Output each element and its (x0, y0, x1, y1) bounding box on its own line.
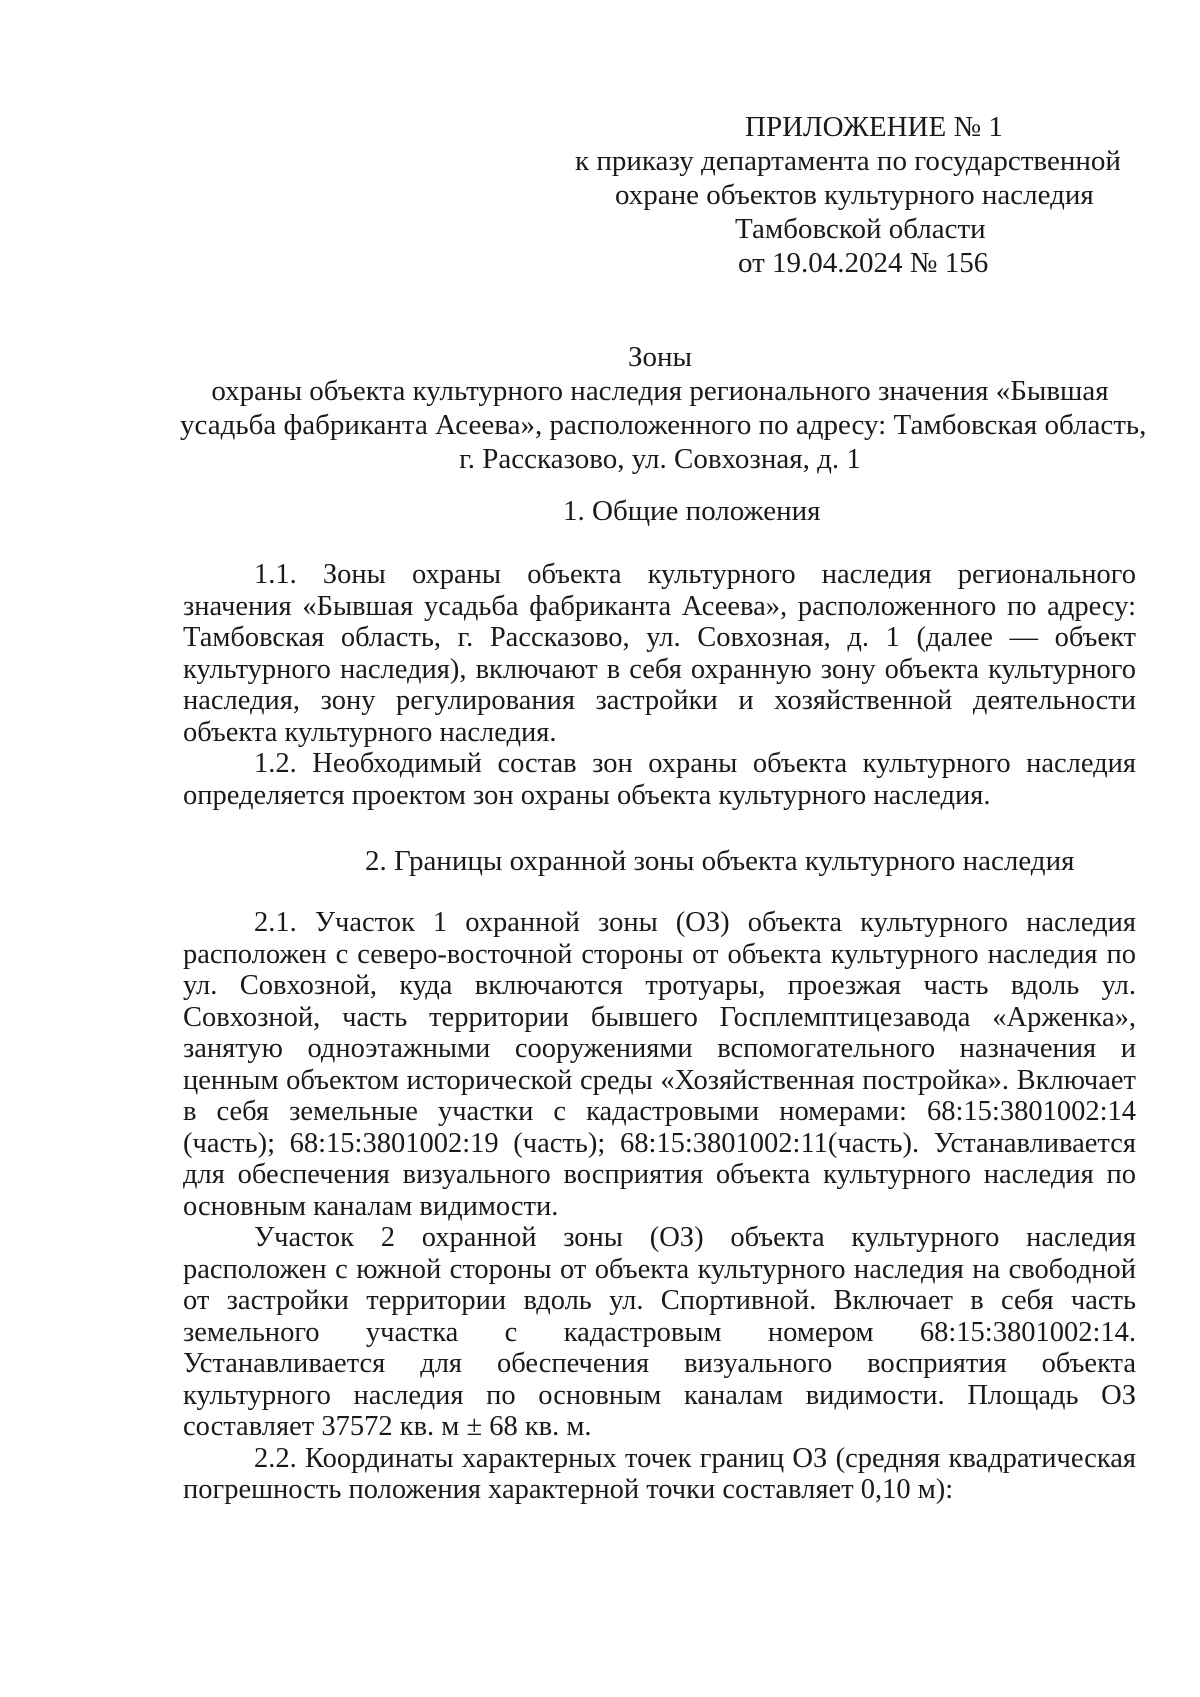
paragraph-2-1-plot-2: Участок 2 охранной зоны (ОЗ) объекта культурного наследия расположен с южной стороны от объекта культурного наследия на свободной от застройки территории вдоль ул. Спортивной. Включает в себя часть земельного участка с кадастровым номером 68:15:3801002:14. Устанавливается для обеспечения визуального восприятия объекта культурного наследия по основным каналам видимости. Площадь ОЗ составляет 37572 кв. м ± 68 кв. м. (183, 1222, 1136, 1442)
appendix-line: Тамбовской области (735, 213, 986, 245)
title-line: охраны объекта культурного наследия регионального значения «Бывшая (211, 375, 1109, 407)
appendix-header (575, 110, 1135, 280)
document-title (180, 340, 1147, 476)
appendix-date-number: от 19.04.2024 № 156 (738, 247, 989, 279)
section-2-heading: 2. Границы охранной зоны объекта культурного наследия (365, 845, 1075, 877)
section-2-body (183, 907, 1136, 1506)
section-1-body (183, 559, 1136, 811)
title-line: Зоны (627, 341, 693, 373)
title-line: усадьба фабриканта Асеева», расположенного по адресу: Тамбовская область, (180, 409, 1147, 441)
appendix-line: охране объектов культурного наследия (615, 179, 1094, 211)
title-line: г. Рассказово, ул. Совхозная, д. 1 (459, 443, 861, 475)
paragraph-2-1: 2.1. Участок 1 охранной зоны (ОЗ) объекта культурного наследия расположен с северо-восточной стороны от объекта культурного наследия по ул. Совхозной, куда включаются тротуары, проезжая часть вдоль ул. Совхозной, часть территории бывшего Госплемптицезавода «Арженка», занятую одноэтажными сооружениями вспомогательного назначения и ценным объектом исторической среды «Хозяйственная постройка». Включает в себя земельные участки с кадастровыми номерами: 68:15:3801002:14 (часть); 68:15:3801002:19 (часть); 68:15:3801002:11(часть). Устанавливается для обеспечения визуального восприятия объекта культурного наследия по основным каналам видимости. (183, 907, 1136, 1222)
section-1-heading: 1. Общие положения (563, 495, 821, 527)
appendix-line: к приказу департамента по государственной (575, 145, 1121, 177)
paragraph-2-2: 2.2. Координаты характерных точек границ ОЗ (средняя квадратическая погрешность положения характерной точки составляет 0,10 м): (183, 1442, 1136, 1505)
paragraph-1-1: 1.1. Зоны охраны объекта культурного наследия регионального значения «Бывшая усадьба фабриканта Асеева», расположенного по адресу: Тамбовская область, г. Рассказово, ул. Совхозная, д. 1 (далее — объект культурного наследия), включают в себя охранную зону объекта культурного наследия, зону регулирования застройки и хозяйственной деятельности объекта культурного наследия. (183, 559, 1136, 748)
paragraph-1-2: 1.2. Необходимый состав зон охраны объекта культурного наследия определяется проектом зон охраны объекта культурного наследия. (183, 748, 1136, 811)
appendix-title: ПРИЛОЖЕНИЕ № 1 (745, 111, 1003, 143)
